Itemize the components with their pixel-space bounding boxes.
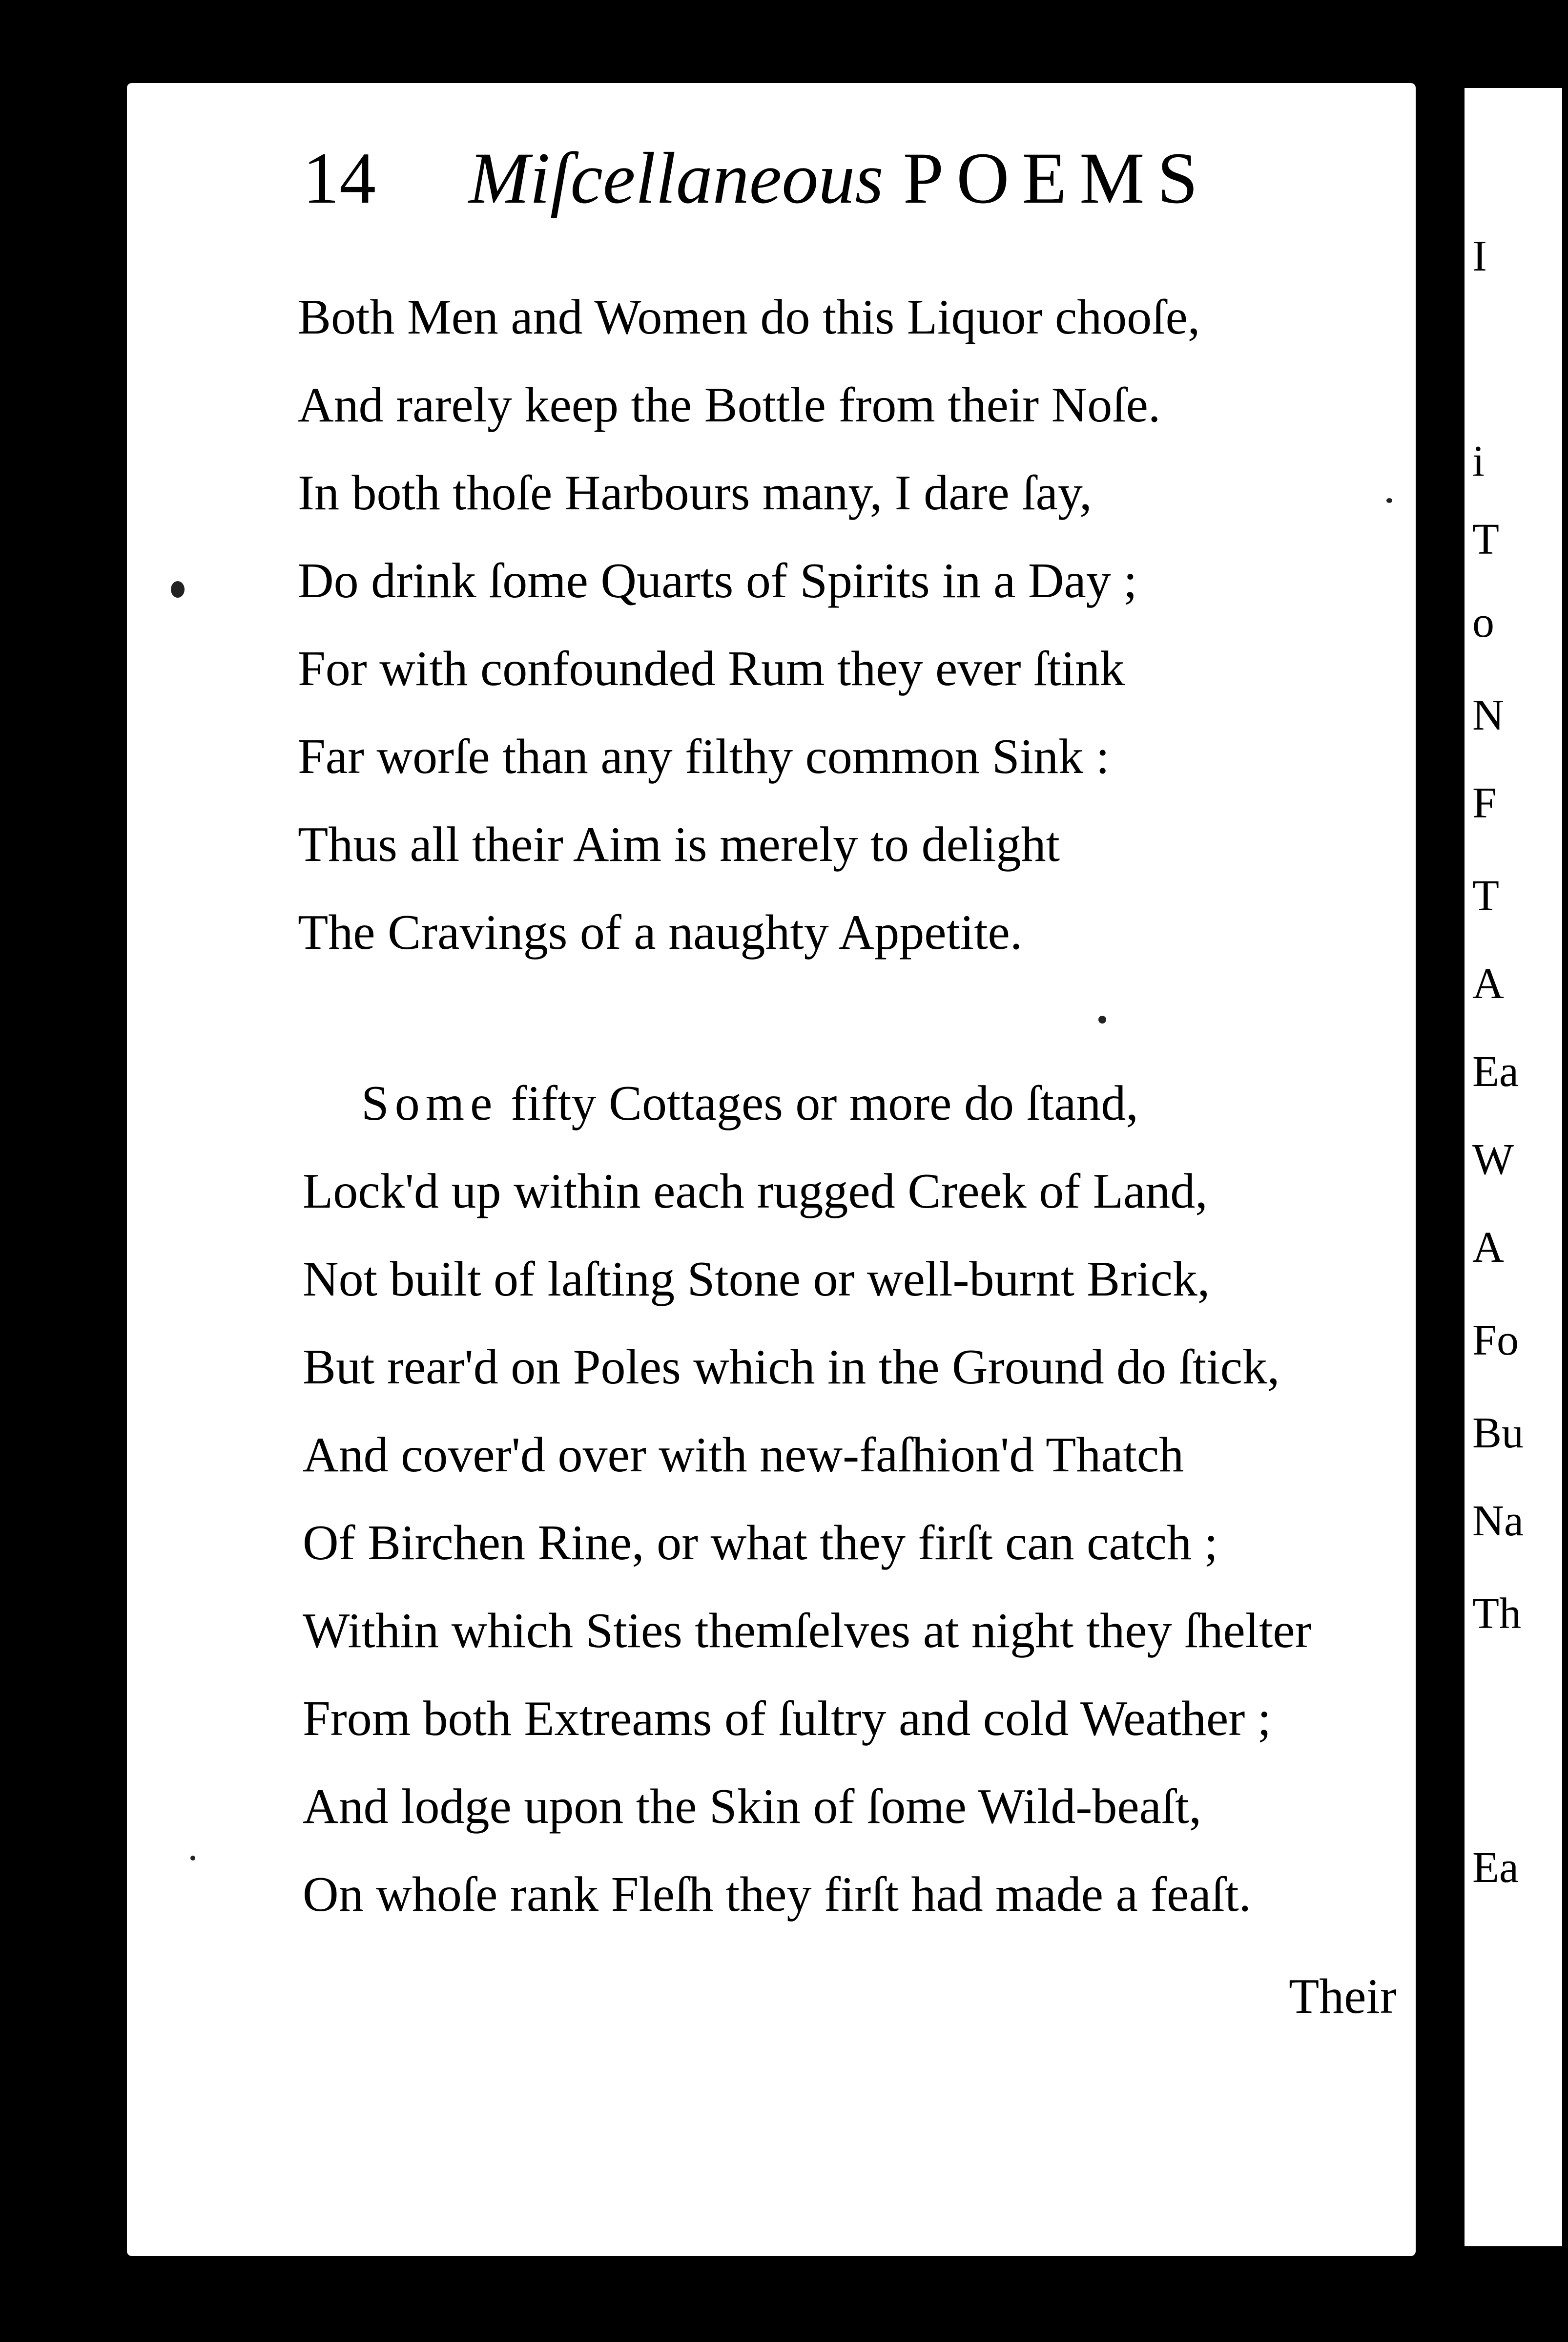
stanza-opening-word: Some: [361, 1076, 498, 1131]
verse-line: Of Birchen Rine, or what they firſt can catch ;: [303, 1515, 1218, 1570]
facing-page-fragment: Na: [1472, 1497, 1524, 1545]
facing-page-fragment: A: [1472, 960, 1504, 1008]
facing-page-fragment: Ea: [1472, 1047, 1519, 1096]
verse-line: But rear'd on Poles which in the Ground do ſtick,: [303, 1339, 1280, 1395]
verse-line: The Cravings of a naughty Appetite.: [298, 905, 1023, 960]
running-title-italic: Miſcellaneous: [469, 138, 884, 219]
verse-line: On whoſe rank Fleſh they firſt had made a feaſt.: [303, 1867, 1252, 1922]
ink-speck: [1098, 1016, 1106, 1024]
verse-line: For with confounded Rum they ever ſtink: [298, 641, 1125, 696]
facing-page-fragment: I: [1472, 232, 1487, 280]
facing-page-fragment: o: [1472, 598, 1494, 647]
stanza-2: [298, 1060, 1312, 1939]
verse-line-rest: fifty Cottages or more do ſtand,: [498, 1076, 1138, 1131]
facing-page-fragment: Th: [1472, 1589, 1521, 1638]
facing-page-fragment: A: [1472, 1223, 1504, 1272]
verse-line: Do drink ſome Quarts of Spirits in a Day ;: [298, 553, 1137, 608]
verse-line: Both Men and Women do this Liquor chooſe,: [298, 290, 1200, 345]
verse-line: [361, 1060, 1312, 1148]
verse-line: And lodge upon the Skin of ſome Wild-beaſt,: [303, 1779, 1202, 1834]
verse-line: In both thoſe Harbours many, I dare ſay,: [298, 465, 1092, 521]
facing-page-fragment: T: [1472, 872, 1499, 920]
verse-line: And cover'd over with new-faſhion'd Thatch: [303, 1427, 1184, 1483]
facing-page-fragment: Fo: [1472, 1316, 1519, 1364]
ink-speck: [1386, 498, 1392, 503]
verse-line: Not built of laſting Stone or well-burnt Brick,: [303, 1252, 1210, 1307]
running-title-caps: POEMS: [903, 138, 1211, 219]
facing-page-fragment: Ea: [1472, 1843, 1519, 1892]
verse-line: Within which Sties themſelves at night they ſhelter: [303, 1603, 1312, 1658]
facing-page-fragment: T: [1472, 515, 1499, 564]
facing-page-fragment: i: [1472, 437, 1485, 485]
facing-page-fragment: W: [1472, 1135, 1514, 1184]
stanza-1: [298, 273, 1200, 977]
facing-page-fragment: Bu: [1472, 1409, 1524, 1457]
catchword: Their: [1289, 1969, 1397, 2024]
ink-speck: [190, 1856, 195, 1861]
running-header: [303, 138, 1279, 239]
running-title: [469, 138, 1211, 219]
verse-line: Thus all their Aim is merely to delight: [298, 817, 1060, 872]
page-number: 14: [303, 138, 376, 219]
verse-line: Far worſe than any filthy common Sink :: [298, 729, 1110, 784]
ink-speck: [171, 581, 185, 598]
verse-line: From both Extreams of ſultry and cold Weather ;: [303, 1691, 1272, 1746]
verse-line: Lock'd up within each rugged Creek of Land,: [303, 1164, 1208, 1219]
verse-line: And rarely keep the Bottle from their Noſe.: [298, 377, 1161, 433]
facing-page-fragment: F: [1472, 779, 1497, 827]
facing-page-fragment: N: [1472, 691, 1504, 739]
